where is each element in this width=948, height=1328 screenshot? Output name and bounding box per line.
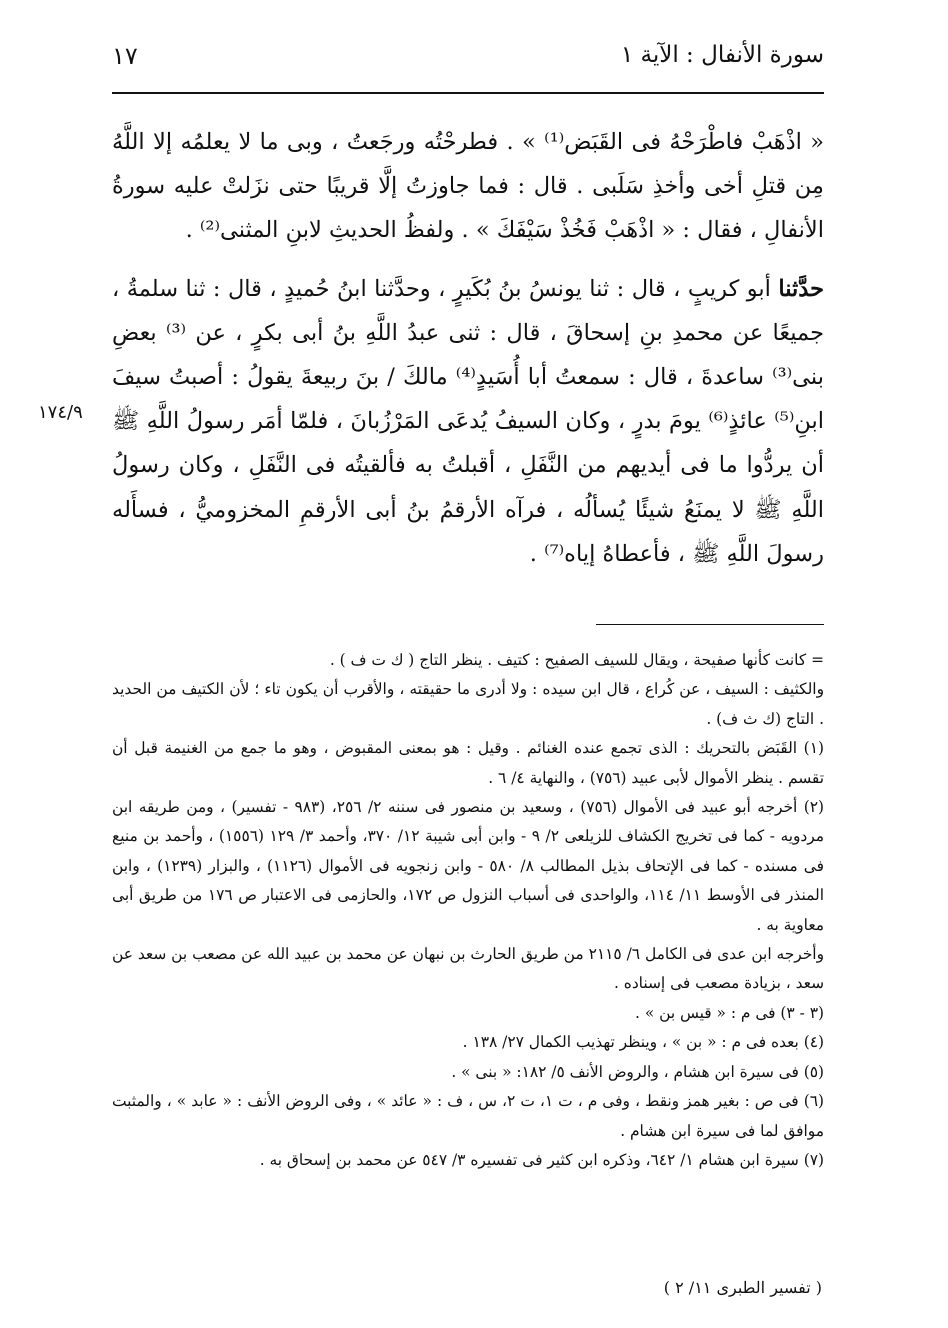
paragraph-text: « اذْهَبْ فاطْرَحْهُ فى القَبَض⁽¹⁾ » . فطرحْتُه ورجَعتُ ، وبى ما لا يعلمُه إلا اللَّهُ مِن قتلِ أخى وأخذِ سَلَبى . قال : فما جاوزتُ إلَّا قريبًا حتى نزَلتْ عليه سورةُ الأنفالِ ، فقال : « اذْهَبْ فَخُذْ سَيْفَكَ » . ولفظُ الحديثِ لابنِ المثنى⁽²⁾ . (112, 129, 824, 244)
page-number: ١٧ (112, 42, 138, 70)
paragraph (112, 120, 824, 253)
footnote: (٣ - ٣) فى م : « قيس بن » . (635, 1003, 824, 1022)
footnote: (١) القَبَض بالتحريك : الذى تجمع عنده الغنائم . وقيل : هو بمعنى المقبوض ، وهو ما جمع من الغنيمة قبل أن تقسم . ينظر الأموال لأبى عبيد (٧٥٦) ، والنهاية ٤/ ٦ . (112, 739, 824, 787)
paragraph (112, 267, 824, 576)
footnotes (112, 646, 824, 1175)
margin-reference: ١٧٤/٩ (38, 402, 83, 423)
footnote: (٤) بعده فى م : « بن » ، وينظر تهذيب الكمال ٢٧/ ١٣٨ . (462, 1033, 824, 1052)
main-text (112, 120, 824, 576)
running-title: سورة الأنفال : الآية ١ (620, 42, 824, 68)
footnote: (٦) فى ص : بغير همز ونقط ، وفى م ، ت ١، ت ٢، س ، ف : « عائد » ، وفى الروض الأنف : « عابد » ، والمثبت موافق لما فى سيرة ابن هشام . (112, 1092, 824, 1140)
footnote: وأخرجه ابن عدى فى الكامل ٦/ ٢١١٥ من طريق الحارث بن نبهان عن محمد بن عبيد الله عن مصعب بن سعد عن سعد ، بزيادة مصعب فى إسناده . (112, 945, 825, 993)
footnote: = كانت كأنها صفيحة ، ويقال للسيف الصفيح : كتيف . ينظر التاج ( ك ت ف ) . (329, 651, 824, 669)
running-header (112, 38, 824, 80)
footnote-divider (596, 624, 824, 625)
footnote: والكثيف : السيف ، عن كُراع ، قال ابن سيده : ولا أدرى ما حقيقته ، والأقرب أن يكون تاء ؛ لأن الكتيف من الحديد . التاج (ك ث ف) . (112, 680, 824, 728)
page-footer: ( تفسير الطبرى ١١/ ٢ ) (663, 1278, 822, 1297)
header-divider (112, 92, 824, 94)
paragraph-text: أبو كريبٍ ، قال : ثنا يونسُ بنُ بُكَيرٍ ، وحدَّثنا ابنُ حُميدٍ ، قال : ثنا سلمةُ ، جميعًا عن محمدِ بنِ إسحاقَ ، قال : ثنى عبدُ اللَّهِ بنُ أبى بكرٍ ، عن ⁽³⁾ بعضِ بنى⁽³⁾ ساعدةَ ، قال : سمعتُ أبا أُسَيدٍ⁽⁴⁾ مالكَ / بنَ ربيعةَ يقولُ : أصبتُ سيفَ ابنِ⁽⁵⁾ عائذٍ⁽⁶⁾ يومَ بدرٍ ، وكان السيفُ يُدعَى المَرْزُبانَ ، فلمّا أمَر رسولُ اللَّهِ ﷺ أن يردُّوا ما فى أيديهم من النَّفَلِ ، أقبلتُ به فألقيتُه فى النَّفَلِ ، وكان رسولُ اللَّهِ ﷺ لا يمنَعُ شيئًا يُسألُه ، فرآه الأرقمُ بنُ أبى الأرقمِ المخزوميُّ ، فسأَله رسولَ اللَّهِ ﷺ ، فأعطاهُ إياه⁽⁷⁾ . (112, 275, 824, 567)
footnote: (٢) أخرجه أبو عبيد فى الأموال (٧٥٦) ، وسعيد بن منصور فى سننه ٢/ ٢٥٦، (٩٨٣ - تفسير) ، ومن طريقه ابن مردويه - كما فى تخريج الكشاف للزيلعى ٢/ ٩ - وابن أبى شيبة ١٢/ ٣٧٠، وأحمد ٣/ ١٢٩ (١٥٥٦) ، وأحمد بن منيع فى مسنده - كما فى الإتحاف بذيل المطالب ٨/ ٥٨٠ - وابن زنجويه فى الأموال (١١٢٦) ، والبزار (١٢٣٩) ، وابن المنذر فى الأوسط ١١/ ١١٤، والواحدى فى أسباب النزول ص ١٧٢، والحازمى فى الاعتبار ص ١٧٦ من طريق أبى معاوية به . (112, 798, 825, 934)
footnote: (٥) فى سيرة ابن هشام ، والروض الأنف ٥/ ١٨٢: « بنى » . (451, 1062, 824, 1081)
footnote: (٧) سيرة ابن هشام ١/ ٦٤٢، وذكره ابن كثير فى تفسيره ٣/ ٥٤٧ عن محمد بن إسحاق به . (259, 1150, 824, 1169)
paragraph-lead: حدَّثنا (778, 275, 824, 302)
